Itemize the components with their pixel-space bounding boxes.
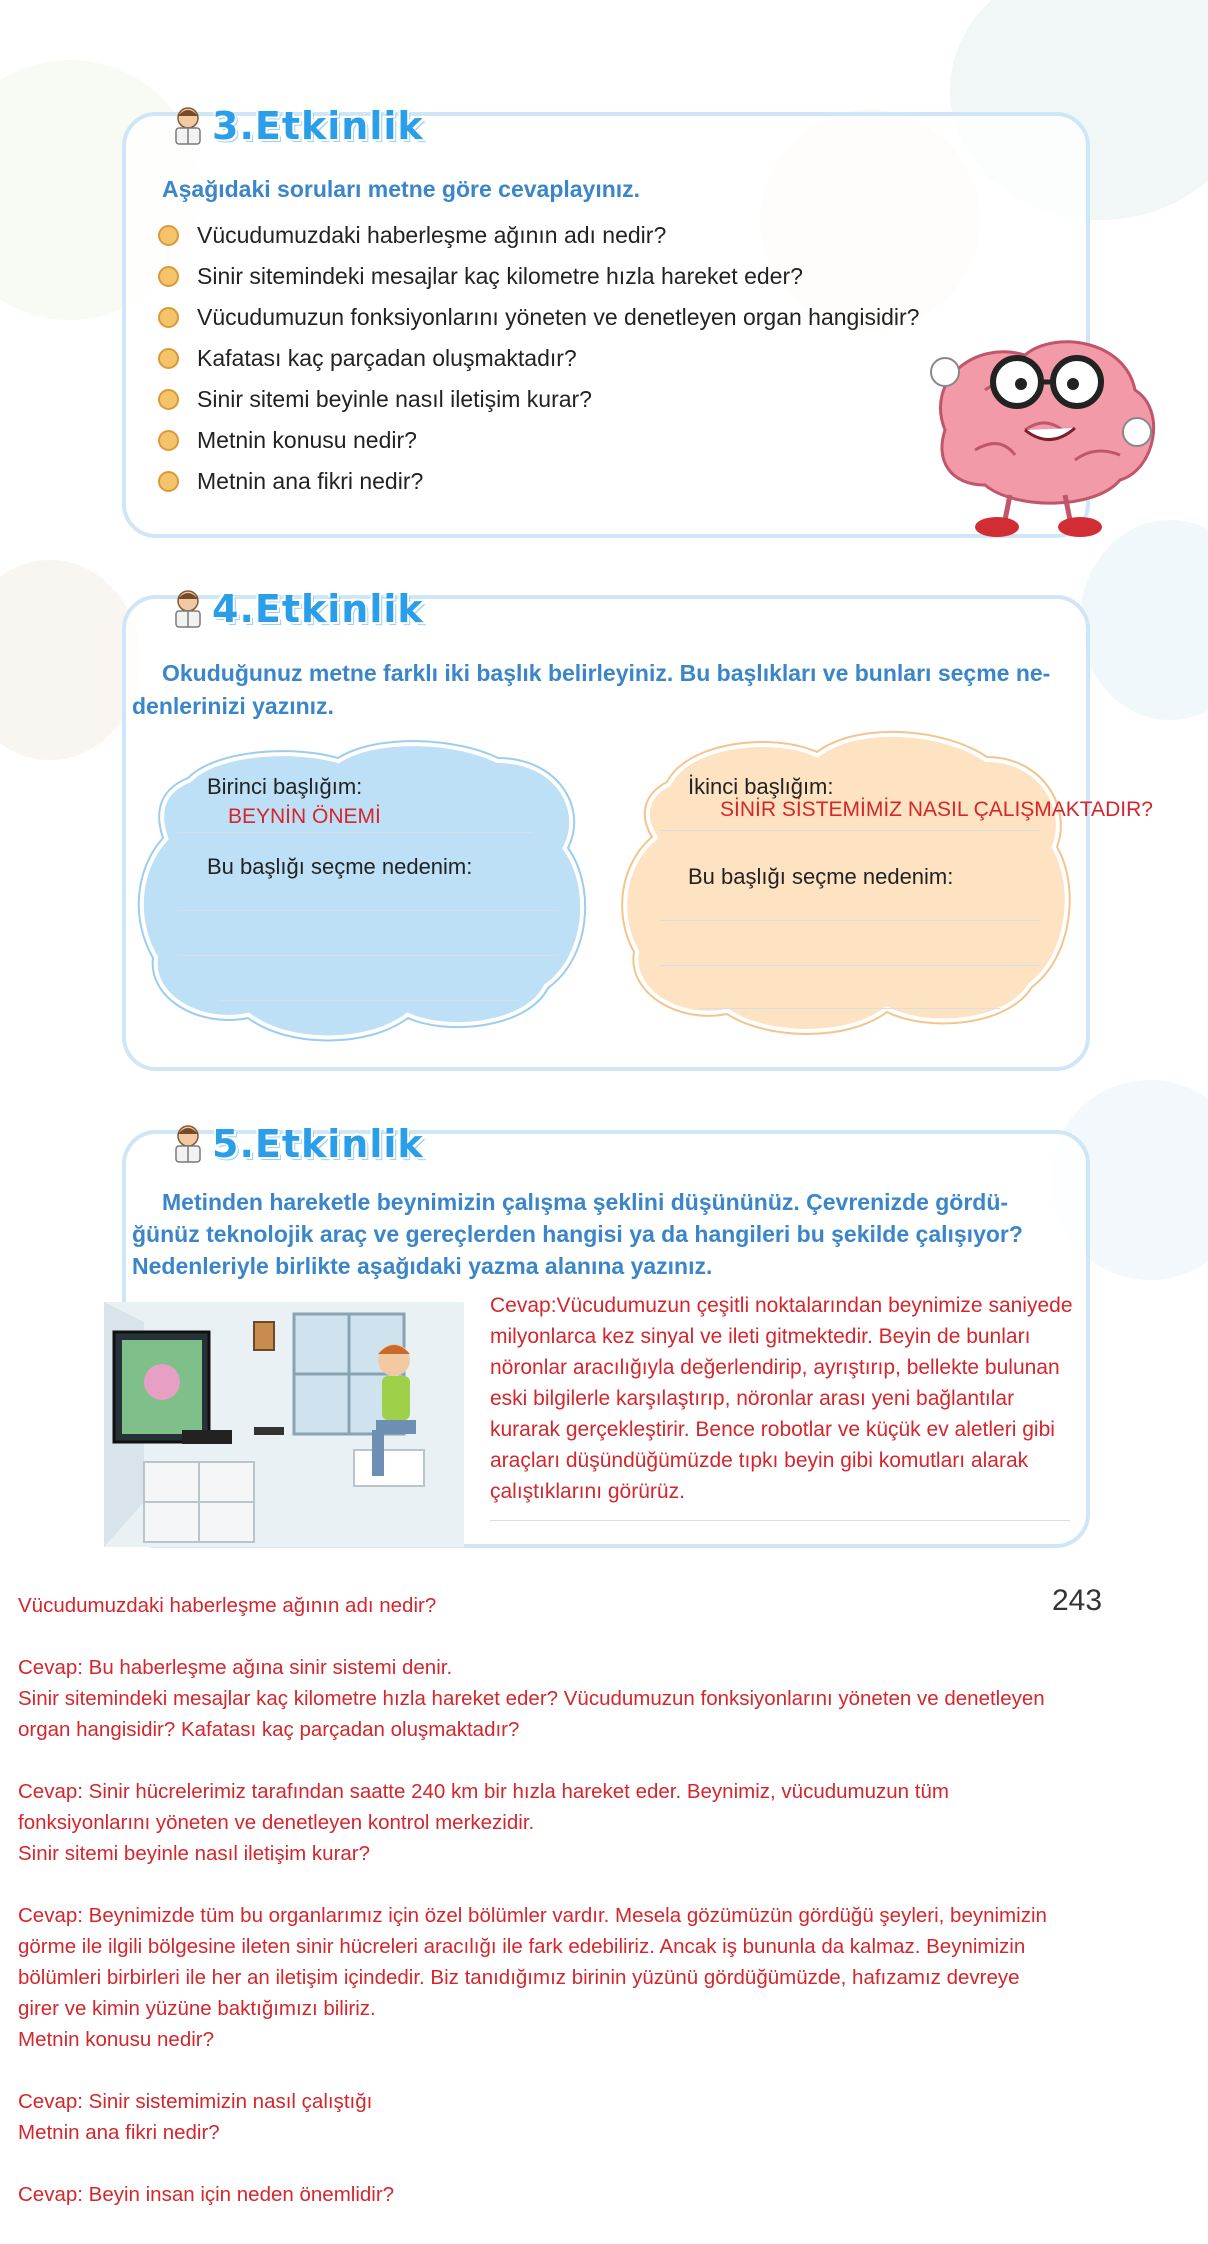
second-reason-label: Bu başlığı seçme nedenim: bbox=[688, 864, 954, 889]
first-title-label: Birinci başlığım: bbox=[207, 774, 363, 799]
bullet-icon bbox=[158, 471, 179, 492]
bullet-icon bbox=[158, 430, 179, 451]
activity4-instruction-line2: denlerinizi yazınız. bbox=[132, 693, 334, 719]
activity4-badge bbox=[168, 583, 424, 635]
page-number: 243 bbox=[1052, 1584, 1103, 1617]
question-item: Vücudumuzdaki haberleşme ağının adı nedir? bbox=[158, 222, 666, 249]
background-decoration bbox=[0, 560, 140, 760]
write-line bbox=[660, 830, 1040, 831]
activity3-badge bbox=[168, 100, 424, 152]
first-reason-label: Bu başlığı seçme nedenim: bbox=[207, 854, 473, 879]
kid-reading-icon bbox=[168, 104, 208, 148]
question-item: Kafatası kaç parçadan oluşmaktadır? bbox=[158, 345, 577, 372]
boy-watching-tv-illustration bbox=[104, 1302, 464, 1547]
kid-reading-icon bbox=[168, 1122, 208, 1166]
answer-line: çalıştıklarını görürüz. bbox=[490, 1480, 685, 1503]
activity5-badge bbox=[168, 1118, 424, 1170]
answer-line: eski bilgilerle karşılaştırıp, nöronlar arası yeni bağlantılar bbox=[490, 1387, 1015, 1410]
activity3-title: 3.Etkinlik bbox=[212, 104, 424, 148]
activity5-instruction-line3: Nedenleriyle birlikte aşağıdaki yazma alanına yazınız. bbox=[132, 1253, 713, 1279]
bullet-icon bbox=[158, 307, 179, 328]
activity5-title: 5.Etkinlik bbox=[212, 1122, 424, 1166]
write-line bbox=[178, 955, 558, 956]
bullet-icon bbox=[158, 266, 179, 287]
answer-text-line: Metnin ana fikri nedir? bbox=[18, 2121, 220, 2144]
answer-line: nöronlar aracılığıyla değerlendirip, ayrıştırıp, bellekte bulunan bbox=[490, 1356, 1060, 1379]
question-item: Metnin ana fikri nedir? bbox=[158, 468, 423, 495]
write-line bbox=[178, 910, 558, 911]
answer-text-line: bölümleri birbirleri ile her an iletişim içindedir. Biz tanıdığımız birinin yüzünü gördüğümüzde, hafızamız devreye bbox=[18, 1966, 1020, 1989]
answer-text-line: Cevap: Beynimizde tüm bu organlarımız için özel bölümler vardır. Mesela gözümüzün gördüğü şeyleri, beynimizin bbox=[18, 1904, 1047, 1927]
answer-line: kurarak gerçekleştirir. Bence robotlar ve küçük ev aletleri gibi bbox=[490, 1418, 1055, 1441]
answer-text-line: Cevap: Beyin insan için neden önemlidir? bbox=[18, 2183, 395, 2206]
kid-reading-icon bbox=[168, 587, 208, 631]
activity4-instruction-line1: Okuduğunuz metne farklı iki başlık belirleyiniz. Bu başlıkları ve bunları seçme ne- bbox=[162, 660, 1051, 686]
answer-text-line: Cevap: Sinir hücrelerimiz tarafından saatte 240 km bir hızla hareket eder. Beynimiz, vücudumuzun tüm bbox=[18, 1780, 949, 1803]
left-cloud-shape bbox=[128, 718, 598, 1058]
activity5-instruction-line1: Metinden hareketle beynimizin çalışma şeklini düşününüz. Çevrenizde gördü- bbox=[162, 1189, 1009, 1215]
answer-text-line: görme ile ilgili bölgesine ileten sinir hücreleri aracılığı ile fark edebiliriz. Ancak iş bununla da kalmaz. Beynimizin bbox=[18, 1935, 1026, 1958]
write-line bbox=[700, 1008, 1000, 1009]
activity4-title: 4.Etkinlik bbox=[212, 587, 424, 631]
brain-mascot-icon bbox=[905, 320, 1175, 540]
answer-line: Cevap:Vücudumuzun çeşitli noktalarından beynimize saniyede bbox=[490, 1294, 1073, 1317]
question-item: Sinir sitemindeki mesajlar kaç kilometre hızla hareket eder? bbox=[158, 263, 803, 290]
write-line bbox=[220, 1000, 520, 1001]
answer-text-line: Sinir sitemi beyinle nasıl iletişim kurar? bbox=[18, 1842, 371, 1865]
answer-text-line: organ hangisidir? Kafatası kaç parçadan oluşmaktadır? bbox=[18, 1718, 520, 1741]
write-line bbox=[660, 965, 1040, 966]
answer-text-line: Cevap: Bu haberleşme ağına sinir sistemi denir. bbox=[18, 1656, 453, 1679]
question-item: Sinir sitemi beyinle nasıl iletişim kurar? bbox=[158, 386, 592, 413]
second-title-label: İkinci başlığım: bbox=[688, 774, 834, 799]
write-line bbox=[178, 832, 533, 833]
write-line bbox=[660, 920, 1040, 921]
answer-text-line: Cevap: Sinir sistemimizin nasıl çalıştığı bbox=[18, 2090, 373, 2113]
activity5-answer bbox=[490, 1290, 1150, 1507]
write-line bbox=[490, 1520, 1070, 1521]
first-title-answer: BEYNİN ÖNEMİ bbox=[228, 805, 381, 828]
answer-text-line: Vücudumuzdaki haberleşme ağının adı nedir? bbox=[18, 1594, 437, 1617]
background-decoration bbox=[1080, 520, 1208, 720]
activity3-instruction: Aşağıdaki soruları metne göre cevaplayınız. bbox=[162, 176, 641, 202]
bullet-icon bbox=[158, 389, 179, 410]
activity5-instruction-line2: ğünüz teknolojik araç ve gereçlerden hangisi ya da hangileri bu şekilde çalışıyor? bbox=[132, 1221, 1023, 1247]
question-item: Vücudumuzun fonksiyonlarını yöneten ve denetleyen organ hangisidir? bbox=[158, 304, 919, 331]
answer-text-line: Sinir sitemindeki mesajlar kaç kilometre hızla hareket eder? Vücudumuzun fonksiyonlarını yöneten ve denetleyen bbox=[18, 1687, 1045, 1710]
answer-text-line: fonksiyonlarını yöneten ve denetleyen kontrol merkezidir. bbox=[18, 1811, 535, 1834]
second-title-answer: SİNİR SİSTEMİMİZ NASIL ÇALIŞMAKTADIR? bbox=[720, 798, 1153, 821]
question-item: Metnin konusu nedir? bbox=[158, 427, 417, 454]
answer-text-line: girer ve kimin yüzüne baktığımızı biliriz. bbox=[18, 1997, 376, 2020]
answer-line: araçları düşündüğümüzde tıpkı beyin gibi komutları alarak bbox=[490, 1449, 1029, 1472]
answer-text-line: Metnin konusu nedir? bbox=[18, 2028, 215, 2051]
bullet-icon bbox=[158, 225, 179, 246]
bullet-icon bbox=[158, 348, 179, 369]
answer-line: milyonlarca kez sinyal ve ileti gitmektedir. Beyin de bunları bbox=[490, 1325, 1031, 1348]
